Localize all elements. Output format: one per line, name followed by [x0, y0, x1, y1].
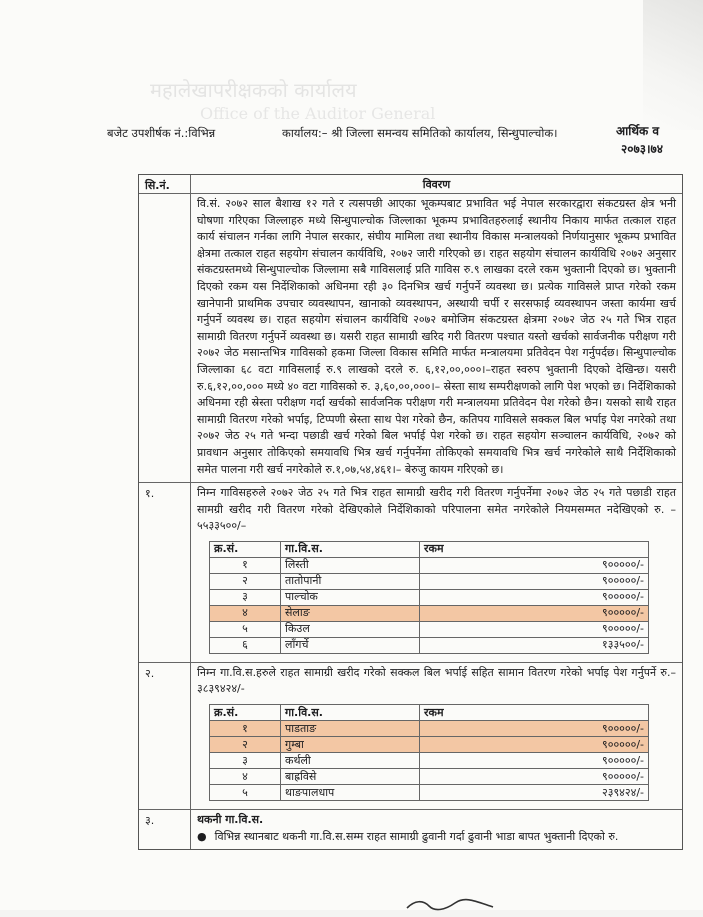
table-row: ३ पाल्चोक ९०००००/-: [210, 589, 649, 605]
item2-row: [139, 663, 682, 810]
sub-col-amount: रकम: [420, 705, 649, 721]
item3-row: [139, 810, 682, 849]
fiscal-label: आर्थिक व: [616, 124, 660, 138]
table-row: ४ बाह्रविसे ९०००००/-: [210, 769, 649, 785]
table-row: १ लिस्ती ९०००००/-: [210, 557, 649, 573]
col-desc-header: विवरण: [422, 178, 451, 191]
sub-col-sn: क्र.सं.: [210, 541, 281, 557]
audit-table: [138, 174, 683, 850]
document-header: [107, 126, 703, 156]
signature-mark: [405, 896, 495, 917]
item1-text: निम्न गाविसहरुले २०७२ जेठ २५ गते भित्र राहत सामाग्री खरीद गरी वितरण गर्नुपर्नेमा २०७२ जेठ २५ गते पछाडी राहत सामग्री खरीद गरी वितरण गरेको देखिएकोले निर्देशिकाको परिपालना समेत नगरेकोले नियमसम्मत नदेखिएको रु. –५५३३५००/–: [197, 486, 676, 533]
intro-row: [139, 194, 682, 483]
item1-row: [139, 483, 682, 663]
col-sn-header: सि.नं.: [139, 175, 191, 193]
intro-paragraph: वि.सं. २०७२ साल बैशाख १२ गते र त्यसपछी आएका भूकम्पबाट प्रभावित भई नेपाल सरकारद्वारा संकटग्रस्त क्षेत्र भनी घोषणा गरिएका जिल्लाहरु मध्ये सिन्धुपाल्चोक जिल्लाका भूकम्प प्रभावितहरुलाई स्थानीय निकाय मार्फत तत्काल राहत कार्य संचालन गर्नका लागि नेपाल सरकार, संघीय मामिला तथा स्थानीय विकास मन्त्रालयको निर्णयानुसार भूकम्प प्रभावित क्षेत्रमा तत्काल राहत सहयोग संचालन कार्यविधि, २०७२ जारी गरिएको छ। राहत सहयोग संचालन कार्यविधि २०७२ अनुसार संकटग्रस्तमध्ये सिन्धुपाल्चोक जिल्लामा सबै गाविसलाई प्रति गाविस रु.९ लाखका दरले रकम भुक्तानी दिएको छ। भुक्तानी दिएको रकम यस निर्देशिकाको अधिनमा रही ३० दिनभित्र खर्च गर्नुपर्ने व्यवस्था छ। प्रत्येक गाविसले प्राप्त गरेको रकम खानेपानी प्राथमिक उपचार व्यवस्थापन, खानाको व्यवस्थापन, अस्थायी चर्पी र सरसफाई व्यवस्थापन जस्ता कार्यमा खर्च गर्नुपर्ने व्यवस्थ छ। राहत सहयोग संचालन कार्यविधि २०७२ बमोजिम संकटग्रस्त क्षेत्रमा २०७२ जेठ २५ गते भित्र राहत सामाग्री वितरण गर्नुपर्ने व्यवस्था छ। यसरी राहत सामाग्री खरिद गरी वितरण पश्चात यस्तो खर्चको सार्वजनीक परीक्षण गरी २०७२ जेठ मसान्तभित्र गाविसको हकमा जिल्ला विकास समिति मार्फत मन्त्रालयमा प्रतिवेदन पेश गर्नुपर्दछ। सिन्धुपाल्चोक जिल्लाका ६८ वटा गाविसलाई रु.९ लाखको दरले रु. ६,१२,००,०००।–राहत स्वरुप भुक्तानी दिएको देखिन्छ। यसरी रु.६,१२,००,००० मध्ये ४० वटा गाविसको रु. ३,६०,००,०००।– स्रेस्ता साथ सम्परीक्षणको लागि पेश भएको छ। निर्देशिकाको अधिनमा रही स्रेस्ता परीक्षण गर्दा खर्चको सार्वजनिक परीक्षण गरी मन्त्रालयमा प्रतिवेदन पेश गरेको छैन। यसको साथै राहत सामाग्री वितरण गरेको भर्पाइ, टिप्पणी स्रेस्ता साथ पेश गरेको छैन, कतिपय गाविसले सक्कल बिल भर्पाइ पेश नगरेको तथा २०७२ जेठ २५ गते भन्दा पछाडी खर्च गरेको बिल भर्पाई पेश गरेको छ। राहत सहयोग सञ्चालन कार्यविधि, २०७२ को प्रावधान अनुसार तोकिएको समयावधि भित्र खर्च गर्नुपर्नेमा तोकिएको समयावधि भित्र खर्च नगरेकोले साथै निर्देशिकाको समेत पालना गरी खर्च नगरेकोले रु.१,०७,५४,४६१।– बेरुजु कायम गरिएको छ।: [197, 197, 676, 476]
watermark-line1: महालेखापरीक्षकको कार्यालय: [150, 78, 357, 102]
subtable-header: [210, 541, 649, 557]
item2-subtable: [209, 704, 649, 801]
item1-number: १.: [139, 483, 191, 662]
table-row-highlighted: २ गुम्बा ९०००००/-: [210, 737, 649, 753]
subtable-header: [210, 705, 649, 721]
sub-col-vdc: गा.वि.स.: [281, 541, 420, 557]
watermark-line2: Office of the Auditor General: [200, 104, 436, 123]
sub-col-amount: रकम: [420, 541, 649, 557]
fiscal-year: २०७३।७४: [621, 142, 663, 156]
item3-number: ३.: [139, 810, 191, 849]
table-row: ६ लाँगर्चे १३३५००/-: [210, 637, 649, 653]
sub-col-vdc: गा.वि.स.: [281, 705, 420, 721]
budget-subhead: बजेट उपशीर्षक नं.:विभिन्न: [107, 126, 216, 140]
item1-subtable: [209, 541, 649, 654]
table-row: ५ थाङपालधाप २३९४२४/-: [210, 785, 649, 801]
sub-col-sn: क्र.सं.: [210, 705, 281, 721]
item2-text: निम्न गा.वि.स.हरुले राहत सामाग्री खरीद गरेको सक्कल बिल भर्पाई सहित सामान वितरण गरेको भर्पाइ पेश गर्नुपर्ने रु.–३८३९४२४/-: [197, 665, 676, 696]
table-header-row: [139, 175, 682, 194]
office-name: कार्यालय:– श्री जिल्ला समन्वय समितिको कार्यालय, सिन्धुपाल्चोक।: [282, 126, 558, 140]
item3-bullet: [197, 829, 676, 846]
item3-title: थकनी गा.वि.स.: [197, 813, 264, 827]
table-row: २ तातोपानी ९०००००/-: [210, 573, 649, 589]
table-row-highlighted: १ पाडताङ ९०००००/-: [210, 721, 649, 737]
item2-number: २.: [139, 663, 191, 809]
table-row: ३ कर्थली ९०००००/-: [210, 753, 649, 769]
torn-corner: [643, 0, 703, 130]
table-row-highlighted: ४ सेलाङ ९०००००/-: [210, 605, 649, 621]
table-row: ५ किउल ९०००००/-: [210, 621, 649, 637]
item3-bullet-text: विभिन्न स्थानबाट थकनी गा.वि.स.सम्म राहत सामाग्री ढुवानी गर्दा ढुवानी भाडा बापत भुक्तानी दिएको रु.: [214, 829, 619, 843]
bullet-icon: ●: [197, 829, 207, 843]
